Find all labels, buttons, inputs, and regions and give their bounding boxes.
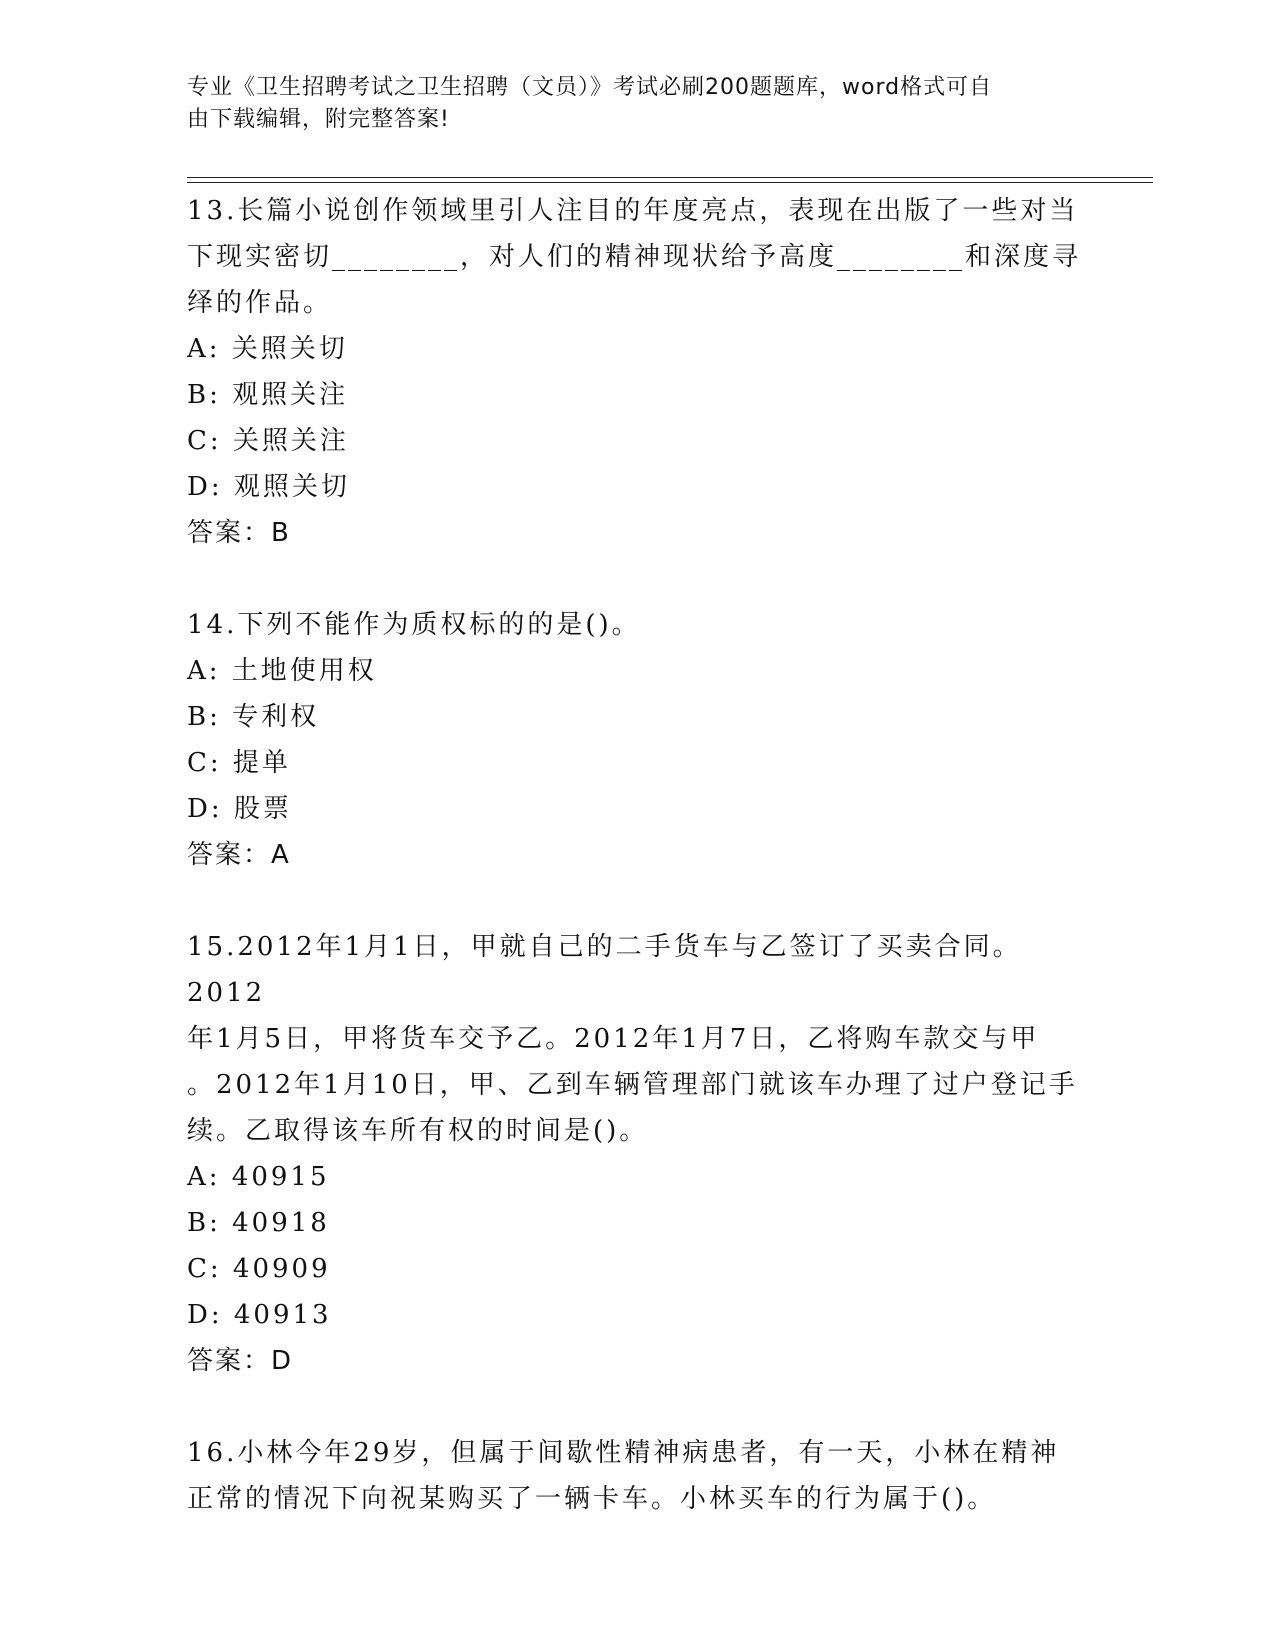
question-stem-line: 14.下列不能作为质权标的的是()。	[187, 610, 641, 640]
option-c: C: 40909	[187, 1254, 331, 1284]
question-spacer	[187, 1384, 1087, 1430]
question-stem-line: 年1月5日，甲将货车交予乙。2012年1月7日，乙将购车款交与甲	[187, 1024, 1040, 1054]
question-spacer	[187, 878, 1087, 924]
question-stem-line: 下现实密切________，对人们的精神现状给予高度________和深度寻	[187, 242, 1082, 272]
answer-line: 答案：A	[187, 840, 291, 870]
question-stem-line: 15.2012年1月1日，甲就自己的二手货车与乙签订了买卖合同。2012	[187, 932, 1022, 1008]
question-spacer	[187, 556, 1087, 602]
option-b: B: 40918	[187, 1208, 330, 1238]
question-stem-line: 13.长篇小说创作领域里引人注目的年度亮点，表现在出版了一些对当	[187, 196, 1079, 226]
header-divider-bottom	[187, 182, 1153, 183]
header-line-2: 由下载编辑，附完整答案!	[187, 107, 450, 132]
answer-line: 答案：B	[187, 518, 291, 548]
option-d: D: 40913	[187, 1300, 332, 1330]
question-13	[187, 188, 1087, 556]
option-a: A: 关照关切	[187, 334, 348, 364]
question-stem-line: 续。乙取得该车所有权的时间是()。	[187, 1116, 649, 1146]
answer-line: 答案：D	[187, 1346, 294, 1376]
question-stem-line: 16.小林今年29岁，但属于间歇性精神病患者，有一天，小林在精神	[187, 1438, 1060, 1468]
option-c: C: 提单	[187, 748, 291, 778]
header-divider-top	[187, 177, 1153, 178]
option-d: D: 股票	[187, 794, 292, 824]
question-stem-line: 正常的情况下向祝某购买了一辆卡车。小林买车的行为属于()。	[187, 1484, 997, 1514]
question-stem-line: 绎的作品。	[187, 288, 333, 318]
header-line-1: 专业《卫生招聘考试之卫生招聘（文员）》考试必刷200题题库，word格式可自	[187, 75, 993, 100]
option-d: D: 观照关切	[187, 472, 350, 502]
option-b: B: 专利权	[187, 702, 320, 732]
question-stem-line: 。2012年1月10日，甲、乙到车辆管理部门就该车办理了过户登记手	[187, 1070, 1078, 1100]
option-a: A: 40915	[187, 1162, 330, 1192]
question-14	[187, 602, 1087, 878]
option-b: B: 观照关注	[187, 380, 349, 410]
question-15	[187, 924, 1087, 1384]
question-16	[187, 1430, 1087, 1522]
question-list	[187, 188, 1087, 1522]
document-header	[187, 72, 1067, 136]
option-c: C: 关照关注	[187, 426, 349, 456]
option-a: A: 土地使用权	[187, 656, 377, 686]
